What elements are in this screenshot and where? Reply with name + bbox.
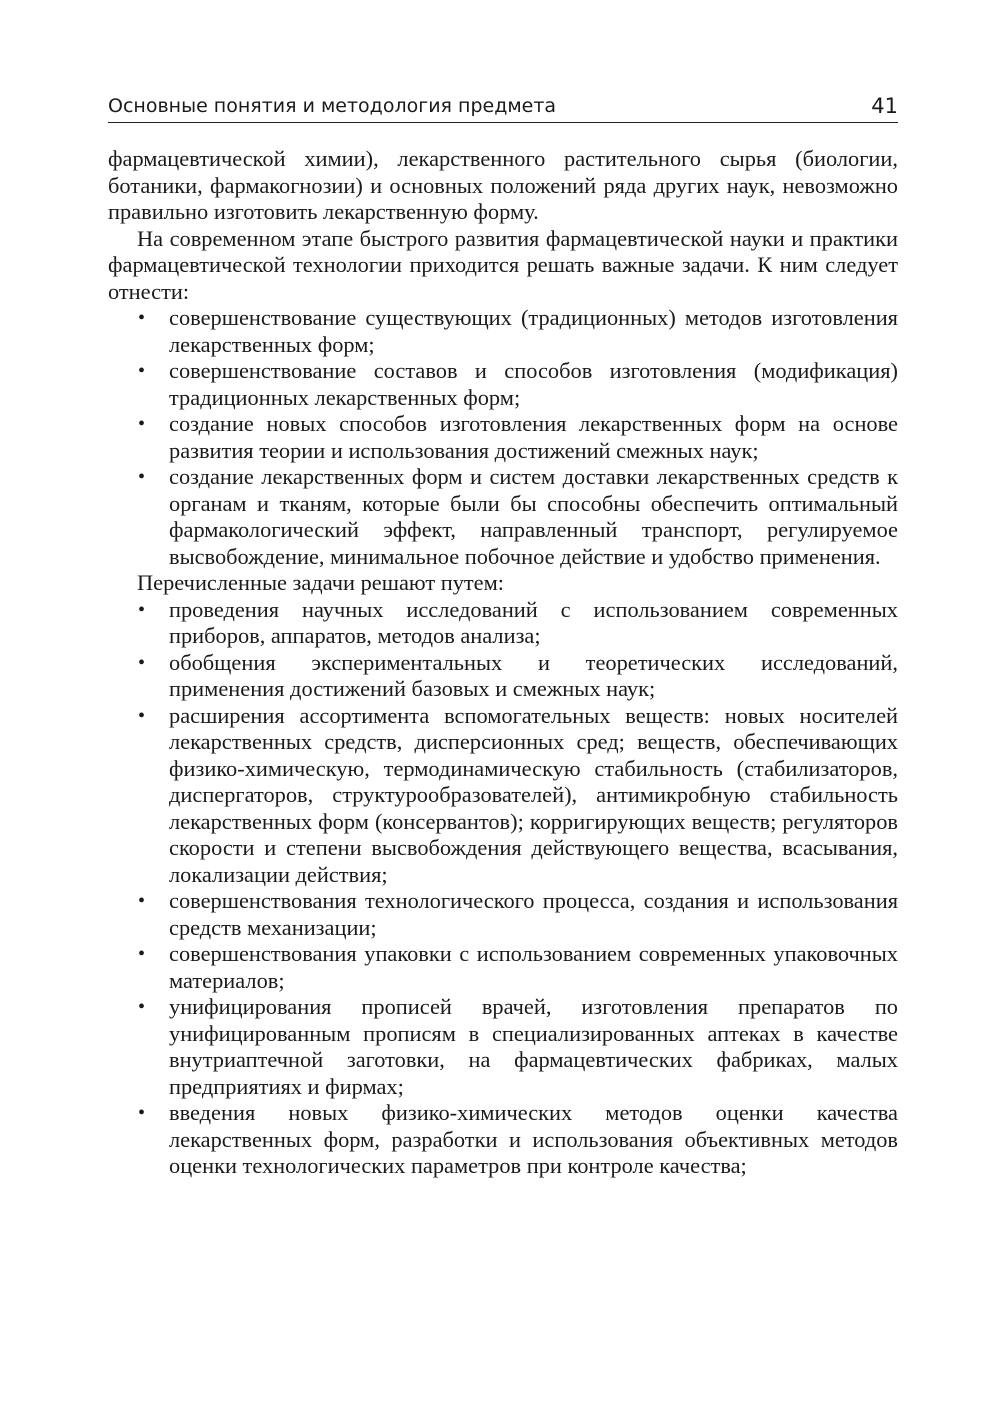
- tasks-intro-paragraph: На современном этапе быстрого развития фармацевтической науки и практики фармацевтической технологии приходится решать важные задачи. К ним следует отнести:: [108, 225, 898, 304]
- list-item-text: проведения научных исследований с использованием современных приборов, аппаратов, методов анализа;: [169, 596, 898, 648]
- bullet-icon: •: [138, 704, 146, 727]
- list-item-text: расширения ассортимента вспомогательных веществ: новых носителей лекарственных средств, дисперсионных сред; веществ, обеспечивающих физико-химическую, термодинамическую стабильность (стабилизаторов, диспергаторов, структурообразователей), антимикробную стабильность лекарственных форм (консервантов); корригирующих веществ; регуляторов скорости и степени высвобождения действующего вещества, всасывания, локализации действия;: [169, 702, 898, 887]
- list-item: [108, 305, 898, 358]
- bullet-icon: •: [138, 466, 146, 488]
- page-number: 41: [871, 94, 898, 118]
- list-item-text: введения новых физико-химических методов оценки качества лекарственных форм, разработки и использования объективных методов оценки технологических параметров при контроле качества;: [169, 1100, 898, 1178]
- list-item-text: совершенствования упаковки с использованием современных упаковочных материалов;: [169, 941, 898, 993]
- ways-list: [108, 597, 898, 1180]
- list-item: [108, 941, 898, 994]
- list-item: [108, 358, 898, 411]
- ways-intro-paragraph: Перечисленные задачи решают путем:: [137, 570, 504, 595]
- list-item: [108, 650, 898, 703]
- bullet-icon: •: [138, 996, 146, 1018]
- running-header: [108, 94, 898, 123]
- book-page: [108, 94, 898, 1180]
- bullet-icon: •: [138, 413, 146, 435]
- list-item-text: совершенствования технологического процесса, создания и использования средств механизации;: [169, 888, 898, 940]
- page-body: [108, 146, 898, 1180]
- list-item-text: совершенствование существующих (традиционных) методов изготовления лекарственных форм;: [169, 305, 898, 357]
- list-item: [108, 703, 898, 889]
- list-item-text: обобщения экспериментальных и теоретических исследований, применения достижений базовых и смежных наук;: [169, 649, 898, 701]
- list-item-text: создание новых способов изготовления лекарственных форм на основе развития теории и использования достижений смежных наук;: [169, 411, 898, 463]
- list-item: [108, 411, 898, 464]
- list-item: [108, 888, 898, 941]
- list-item-text: совершенствование составов и способов изготовления (модификация) традиционных лекарственных форм;: [169, 358, 898, 410]
- list-item: [108, 597, 898, 650]
- bullet-icon: •: [138, 943, 146, 965]
- bullet-icon: •: [138, 1102, 146, 1124]
- bullet-icon: •: [138, 890, 146, 912]
- intro-paragraph: фармацевтической химии), лекарственного растительного сырья (биологии, ботаники, фармакогнозии) и основных положений ряда других наук, невозможно правильно изготовить лекарственную форму.: [108, 146, 898, 224]
- list-item: [108, 1100, 898, 1180]
- bullet-icon: •: [138, 360, 146, 382]
- list-item-text: унифицирования прописей врачей, изготовления препаратов по унифицированным прописям в специализированных аптеках в качестве внутриаптечной заготовки, на фармацевтических фабриках, малых предприятиях и фирмах;: [169, 994, 898, 1099]
- bullet-icon: •: [138, 307, 146, 329]
- list-item-text: создание лекарственных форм и систем доставки лекарственных средств к органам и тканям, которые были бы способны обеспечить оптимальный фармакологический эффект, направленный транспорт, регулируемое высвобождение, минимальное побочное действие и удобство применения.: [169, 464, 898, 569]
- chapter-title: Основные понятия и методология предмета: [108, 95, 557, 117]
- tasks-list: [108, 305, 898, 570]
- list-item: [108, 994, 898, 1100]
- list-item: [108, 464, 898, 570]
- bullet-icon: •: [138, 651, 146, 674]
- bullet-icon: •: [138, 598, 146, 621]
